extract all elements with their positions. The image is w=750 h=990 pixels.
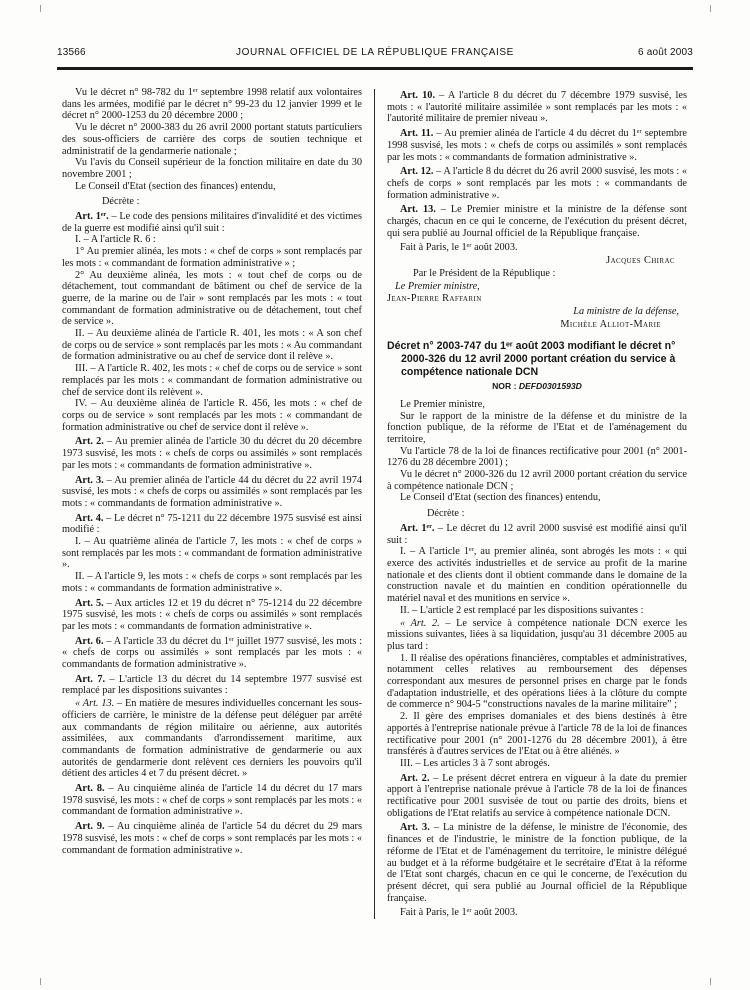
nor-line-text: DEFD0301593D xyxy=(518,381,582,392)
article-paragraph xyxy=(387,90,687,125)
quoted-article-paragraph-lead: « Art. 13. xyxy=(75,698,115,710)
article-paragraph-text: – Au cinquième alinéa de l'article 14 du décret du 17 mars 1978 susvisé, les mots : « chef de corps » sont remplacés par les mots : « commandant de formation administrative ». xyxy=(62,783,362,818)
right-column xyxy=(387,87,687,919)
article-paragraph xyxy=(62,598,362,633)
article-paragraph-lead: Art. 4. xyxy=(75,512,104,524)
quoted-article-paragraph-text: – En matière de mesures individuelles concernant les sous-officiers de carrière, le ministre de la défense peut déléguer par arrêté aux commandants de région militaire ou aérienne, aux autorités assimilées, aux commandants d'arrondissement maritime, aux commandants de formation administrative de gendarmerie ou aux autorités de gendarmerie dont relèvent ces derniers les pouvoirs qu'il détient des articles 4 et 7 du présent décret. » xyxy=(62,698,362,780)
paragraph: I. – A l'article R. 6 : xyxy=(75,234,156,246)
article-paragraph xyxy=(387,166,687,201)
article-paragraph xyxy=(387,822,687,904)
paragraph: II. – L'article 2 est remplacé par les dispositions suivantes : xyxy=(400,604,644,616)
paragraph: Le Conseil d'Etat (section des finances) entendu, xyxy=(400,492,601,504)
article-paragraph xyxy=(387,523,687,546)
paragraph: I. – Au quatrième alinéa de l'article 7, les mots : « chef de corps » sont remplacés par les mots : « commandant de formation administrative ». xyxy=(62,536,362,571)
article-paragraph xyxy=(387,128,687,163)
content-columns xyxy=(62,87,688,919)
paragraph: 1. Il réalise des opérations financières, comptables et administratives, notamment celles relatives au remboursement des dépenses correspondant aux mesures de personnel prises en charge par le fonds d'adaptation industrielle, et des opérations liées à la clôture du compte de commerce n° 904-5 “constructions navales de la marine militaire” ; xyxy=(387,652,687,711)
article-paragraph-lead: Art. 1ᵉʳ. xyxy=(400,522,435,534)
article-paragraph-text: – Au premier alinéa de l'article 4 du décret du 1ᵉʳ septembre 1998 susvisé, les mots : « chefs de corps ou assimilés » sont remplacés par les mots : « commandants de formation administrative ». xyxy=(387,128,688,163)
article-paragraph-text: – Le code des pensions militaires d'invalidité et des victimes de la guerre est modifié ainsi qu'il suit : xyxy=(62,211,363,234)
left-column xyxy=(62,87,362,919)
crop-mark xyxy=(40,5,41,12)
issue-date: 6 août 2003 xyxy=(637,47,693,58)
article-paragraph-lead: Art. 1ᵉʳ. xyxy=(75,211,109,223)
article-paragraph-text: – Au premier alinéa de l'article 44 du décret du 22 avril 1974 susvisé, les mots : « chefs de corps ou assimilés » sont remplacés par les mots : « commandants de formation administrative ». xyxy=(62,474,362,509)
paragraph: 2. Il gère des emprises domaniales et des biens destinés à être apportés à l'entreprise nationale prévue à l'article 78 de la loi de finances rectificative pour 2001 (n° 2001-1276 du 28 décembre 2001), à être transférés à d'autres services de l'Etat ou à être aliénés. » xyxy=(387,711,687,758)
article-paragraph xyxy=(387,773,687,820)
paragraph: 2° Au deuxième alinéa, les mots : « tout chef de corps ou de détachement, tout commandant de bâtiment ou chef de service de la guerre, de la marine ou de l'air » sont remplacés par les mots : « tout commandant de formation administrative ou de détachement, tout chef de service ». xyxy=(62,269,362,328)
article-paragraph-text: – Le Premier ministre et la ministre de la défense sont chargés, chacun en ce qui le concerne, de l'exécution du présent décret, qui sera publié au Journal officiel de la République française. xyxy=(387,204,687,239)
paragraph: Vu l'article 78 de la loi de finances rectificative pour 2001 (n° 2001-1276 du 28 décembre 2001) ; xyxy=(387,445,687,469)
article-paragraph-lead: Art. 2. xyxy=(400,772,430,784)
header-rule xyxy=(57,67,693,70)
article-paragraph-text: – A l'article 33 du décret du 1ᵉʳ juillet 1977 susvisé, les mots : « chefs de corps ou assimilés » sont remplacés par les mots : « commandants de formation administrative ». xyxy=(62,635,363,671)
crop-mark xyxy=(40,978,41,985)
article-paragraph-lead: Art. 3. xyxy=(75,474,104,486)
paragraph: II. – A l'article 9, les mots : « chefs de corps » sont remplacés par les mots : « commandants de formation administrative ». xyxy=(62,571,362,594)
paragraph: Le Premier ministre, xyxy=(400,398,485,410)
article-paragraph xyxy=(62,211,362,234)
journal-title: JOURNAL OFFICIEL DE LA RÉPUBLIQUE FRANÇAISE xyxy=(236,47,514,58)
article-paragraph xyxy=(62,475,362,510)
quoted-article-paragraph-text: – Le service à compétence nationale DCN exerce les missions suivantes, liées à sa liquidation, jusqu'au 31 décembre 2005 au plus tard : xyxy=(387,617,687,652)
article-paragraph xyxy=(62,636,362,671)
paragraph: II. – Au deuxième alinéa de l'article R. 401, les mots : « A son chef de corps ou de service » sont remplacés par les mots : « Au commandant de formation administrative ou au chef de service dont il relève ». xyxy=(62,328,362,363)
article-paragraph-text: – Le décret du 12 avril 2000 susvisé est modifié ainsi qu'il suit : xyxy=(387,522,687,546)
paragraph: IV. – Au deuxième alinéa de l'article R. 456, les mots : « chef de corps ou de service » sont remplacés par les mots : « commandant de formation administrative ou chef de service dont il relève ». xyxy=(62,398,362,433)
article-paragraph-text: – Au cinquième alinéa de l'article 54 du décret du 29 mars 1978 susvisé, les mots : « chef de corps » sont remplacés par les mots : « commandant de formation administrative ». xyxy=(62,821,362,856)
decrete-line: Décrète : xyxy=(427,508,465,520)
page-header xyxy=(57,47,693,58)
paragraph: III. – A l'article R. 402, les mots : « chef de corps ou de service » sont remplacés par les mots : « commandant de formation administrative ou chef de service dont ils relèvent ». xyxy=(62,363,362,398)
article-paragraph-text: – Le décret n° 75-1211 du 22 décembre 1975 susvisé est ainsi modifié : xyxy=(62,512,362,536)
article-paragraph xyxy=(62,783,362,818)
article-paragraph xyxy=(62,674,362,697)
crop-mark xyxy=(710,978,711,985)
signature-line: Par le Président de la République : xyxy=(413,267,556,279)
article-paragraph xyxy=(62,821,362,856)
signature-line: Le Premier ministre, xyxy=(395,280,480,292)
crop-mark xyxy=(710,5,711,12)
paragraph: I. – A l'article 1ᵉʳ, au premier alinéa, sont abrogés les mots : « qui exerce des activités industrielles et de service au profit de la marine nationale et des clients dont il obtient commande dans le domaine de la construction navale et du maintien en condition opérationnelle du matériel naval et des munitions en service ». xyxy=(387,546,687,605)
article-paragraph-lead: Art. 5. xyxy=(75,597,104,609)
article-paragraph-lead: Art. 10. xyxy=(400,90,436,101)
article-paragraph-text: – La ministre de la défense, le ministre de l'économie, des finances et de l'industrie, le ministre de la fonction publique, de la réforme de l'Etat et de l'aménagement du territoire, le ministre délégué au budget et à la réforme budgétaire et le secrétaire d'Etat à la réforme de l'Etat sont chargés, chacun en ce qui le concerne, de l'exécution du présent décret, qui sera publié au Journal officiel de la République française. xyxy=(387,822,687,904)
article-paragraph-lead: Art. 11. xyxy=(400,128,434,140)
article-paragraph-lead: Art. 7. xyxy=(75,673,106,685)
signature-line: Michèle Alliot-Marie xyxy=(560,318,661,330)
column-divider xyxy=(374,89,375,919)
article-paragraph-text: – A l'article 8 du décret du 7 décembre 1979 susvisé, les mots : « l'autorité militaire assimilée » sont remplacés par les mots : « l'autorité militaire de premier niveau ». xyxy=(387,90,687,125)
signature-line: La ministre de la défense, xyxy=(573,305,679,317)
place-date-line: Fait à Paris, le 1ᵉʳ août 2003. xyxy=(400,242,518,254)
quoted-article-paragraph xyxy=(62,698,362,780)
article-paragraph-lead: Art. 3. xyxy=(400,822,430,834)
article-paragraph xyxy=(387,204,687,239)
paragraph: 1° Au premier alinéa, les mots : « chef de corps » sont remplacés par les mots : « commandant de formation administrative » ; xyxy=(62,246,362,269)
article-paragraph xyxy=(62,513,362,536)
article-paragraph-text: – A l'article 8 du décret du 26 avril 2000 susvisé, les mots : « chefs de corps » sont remplacés par les mots : « commandants de formation administrative ». xyxy=(387,166,688,201)
signature-line: Jacques Chirac xyxy=(606,255,675,267)
page-number: 13566 xyxy=(57,47,86,58)
article-paragraph-text: – L'article 13 du décret du 14 septembre 1977 susvisé est remplacé par les dispositions suivantes : xyxy=(62,673,363,697)
paragraph: Vu le décret n° 98-782 du 1ᵉʳ septembre 1998 relatif aux volontaires dans les armées, modifié par le décret n° 99-23 du 12 janvier 1999 et le décret n° 2000-1253 du 20 décembre 2000 ; xyxy=(62,87,362,122)
article-paragraph-lead: Art. 2. xyxy=(75,436,104,448)
paragraph: Vu l'avis du Conseil supérieur de la fonction militaire en date du 30 novembre 2001 ; xyxy=(62,157,362,180)
nor-line xyxy=(387,381,687,393)
article-paragraph-text: – Au premier alinéa de l'article 30 du décret du 20 décembre 1973 susvisé, les mots : « chefs de corps ou assimilés » sont remplacés par les mots : « commandants de formation administrative ». xyxy=(62,436,362,471)
paragraph: Le Conseil d'Etat (section des finances) entendu, xyxy=(75,180,276,192)
paragraph: Vu le décret n° 2000-383 du 26 avril 2000 portant statuts particuliers des sous-officiers de carrière des corps de soutien technique et administratif de la gendarmerie nationale ; xyxy=(62,122,362,157)
place-date-line: Fait à Paris, le 1ᵉʳ août 2003. xyxy=(400,907,518,919)
paragraph: Sur le rapport de la ministre de la défense et du ministre de la fonction publique, de la réforme de l'Etat et de l'aménagement du territoire, xyxy=(387,410,687,445)
paragraph: Vu le décret n° 2000-326 du 12 avril 2000 portant création du service à compétence nationale DCN ; xyxy=(387,469,687,492)
article-paragraph-lead: Art. 12. xyxy=(400,166,434,178)
decree-title: Décret n° 2003-747 du 1ᵉʳ août 2003 modifiant le décret n° 2000-326 du 12 avril 2000 portant création du service à compétence nationale DCN xyxy=(387,340,676,378)
article-paragraph-lead: Art. 13. xyxy=(400,204,436,216)
article-paragraph-lead: Art. 8. xyxy=(75,783,105,795)
paragraph: III. – Les articles 3 à 7 sont abrogés. xyxy=(400,757,550,769)
quoted-article-paragraph xyxy=(387,618,687,653)
nor-line-lead: NOR : xyxy=(492,381,519,392)
quoted-article-paragraph-lead: « Art. 2. xyxy=(400,617,440,629)
article-paragraph-lead: Art. 9. xyxy=(75,821,105,833)
signature-line: Jean-Pierre Raffarin xyxy=(387,293,482,305)
decrete-line: Décrète : xyxy=(102,196,140,208)
article-paragraph-lead: Art. 6. xyxy=(75,635,104,647)
article-paragraph-text: – Le présent décret entrera en vigueur à la date du premier apport à l'entreprise nationale prévue à l'article 78 de la loi de finances rectificative pour 2001 susvisée de tout ou partie des droits, biens et obligations de l'Etat relatifs au service à compétence nationale DCN. xyxy=(387,772,687,819)
article-paragraph xyxy=(62,436,362,471)
article-paragraph-text: – Aux articles 12 et 19 du décret n° 75-1214 du 22 décembre 1975 susvisé, les mots : « chefs de corps ou assimilés » sont remplacés par les mots : « commandants de formation administrative ». xyxy=(62,597,362,632)
